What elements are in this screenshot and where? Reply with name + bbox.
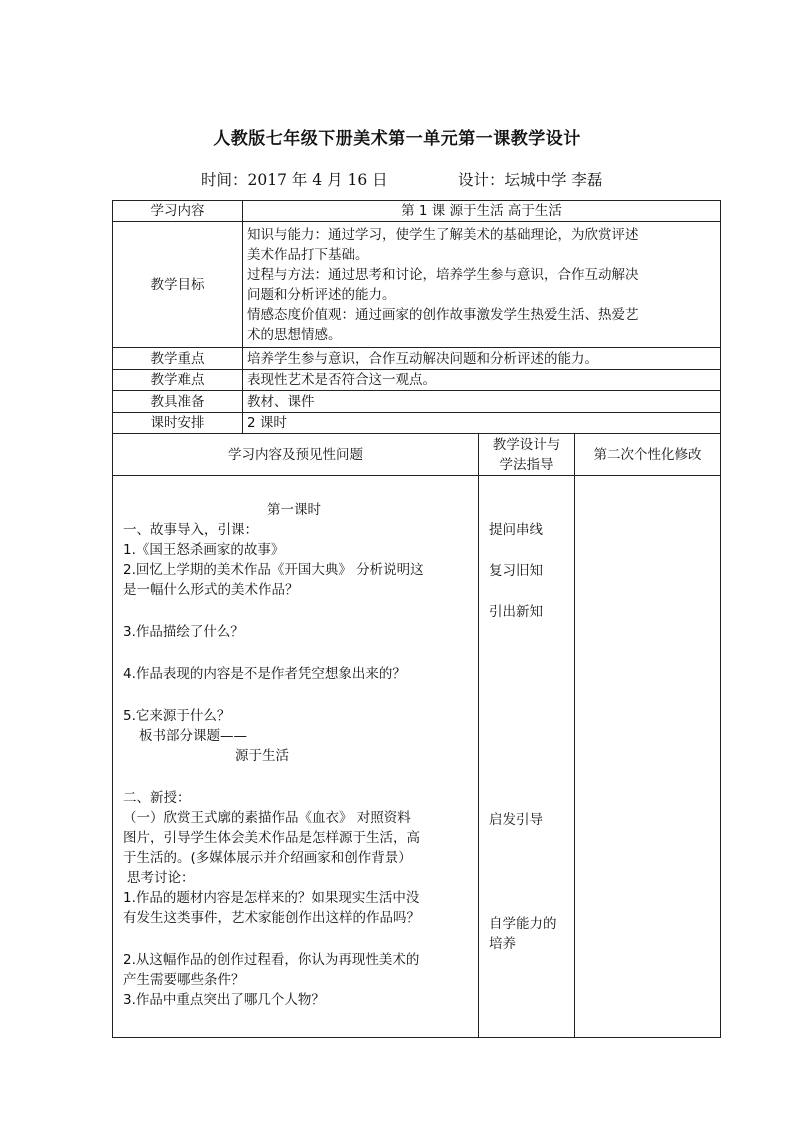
row-teaching-focus xyxy=(113,348,721,370)
lesson-line: 3.作品描绘了什么？ xyxy=(123,623,244,640)
row-teaching-objectives xyxy=(113,222,721,348)
label-teaching-difficulty: 教学难点 xyxy=(113,370,243,391)
objective-line: 问题和分析评述的能力。 xyxy=(247,286,396,303)
value-teaching-difficulty: 表现性艺术是否符合这一观点。 xyxy=(243,370,721,391)
lesson-line: 2.回忆上学期的美术作品《开国大典》 分析说明这 xyxy=(123,561,424,578)
label-teaching-aids: 教具准备 xyxy=(113,391,243,413)
date-line: 时间：2017 年 4 月 16 日 xyxy=(201,171,388,189)
objective-line: 美术作品打下基础。 xyxy=(247,246,369,263)
label-class-schedule: 课时安排 xyxy=(113,413,243,434)
lesson-line: 思考讨论： xyxy=(127,869,195,886)
row-section-headers xyxy=(113,434,721,476)
value-learning-content: 第 1 课 源于生活 高于生活 xyxy=(243,201,721,222)
header-content-questions: 学习内容及预见性问题 xyxy=(113,434,479,476)
row-teaching-difficulty xyxy=(113,370,721,391)
header-design-guidance-line2: 学法指导 xyxy=(499,456,554,473)
document-title: 人教版七年级下册美术第一单元第一课教学设计 xyxy=(213,129,581,149)
value-teaching-aids: 教材、课件 xyxy=(243,391,721,413)
lesson-line: 源于生活 xyxy=(235,747,289,764)
row-learning-content xyxy=(113,201,721,222)
guidance-note: 自学能力的 xyxy=(489,915,557,932)
lesson-line: 4.作品表现的内容是不是作者凭空想象出来的？ xyxy=(123,665,406,682)
lesson-line: 板书部分课题—— xyxy=(139,727,247,744)
lesson-period-title: 第一课时 xyxy=(267,501,321,518)
lesson-content-cell xyxy=(113,476,479,1038)
value-class-schedule: 2 课时 xyxy=(243,413,721,434)
designer-line: 设计：坛城中学 李磊 xyxy=(458,171,603,189)
revision-cell xyxy=(575,476,721,1038)
lesson-line: 图片，引导学生体会美术作品是怎样源于生活，高 xyxy=(123,829,420,846)
lesson-line: 产生需要哪些条件？ xyxy=(123,971,245,988)
lesson-line: 一、故事导入，引课： xyxy=(123,521,258,538)
lesson-line: 于生活的。(多媒体展示并介绍画家和创作背景） xyxy=(123,849,412,866)
guidance-note: 启发引导 xyxy=(489,811,543,828)
label-learning-content: 学习内容 xyxy=(113,201,243,222)
guidance-note: 引出新知 xyxy=(489,603,543,620)
guidance-note: 培养 xyxy=(489,935,516,952)
label-teaching-focus: 教学重点 xyxy=(113,348,243,370)
objective-line: 情感态度价值观：通过画家的创作故事激发学生热爱生活、热爱艺 xyxy=(247,306,639,323)
row-teaching-aids xyxy=(113,391,721,413)
lesson-line: 二、新授： xyxy=(123,789,191,806)
value-teaching-objectives xyxy=(243,222,721,348)
guidance-note: 提问串线 xyxy=(489,521,543,538)
objective-line: 过程与方法：通过思考和讨论，培养学生参与意识，合作互动解决 xyxy=(247,266,639,283)
objective-line: 术的思想情感。 xyxy=(247,326,342,343)
lesson-line: 是一幅什么形式的美术作品？ xyxy=(123,581,299,598)
guidance-note: 复习旧知 xyxy=(489,562,543,579)
lesson-line: 2.从这幅作品的创作过程看，你认为再现性美术的 xyxy=(123,951,420,968)
lesson-line: 有发生这类事件，艺术家能创作出这样的作品吗？ xyxy=(123,909,420,926)
lesson-line: （一）欣赏王式廓的素描作品《血衣》 对照资料 xyxy=(123,809,411,826)
header-second-revision: 第二次个性化修改 xyxy=(575,434,721,476)
lesson-plan-table xyxy=(112,200,721,1038)
header-design-guidance xyxy=(479,434,575,476)
value-teaching-focus: 培养学生参与意识，合作互动解决问题和分析评述的能力。 xyxy=(243,348,721,370)
header-design-guidance-line1: 教学设计与 xyxy=(492,436,561,453)
lesson-line: 5.它来源于什么？ xyxy=(123,707,231,724)
row-class-schedule xyxy=(113,413,721,434)
objective-line: 知识与能力：通过学习，使学生了解美术的基础理论，为欣赏评述 xyxy=(247,226,639,243)
lesson-line: 1.《国王怒杀画家的故事》 xyxy=(123,541,285,558)
guidance-cell xyxy=(479,476,575,1038)
lesson-line: 1.作品的题材内容是怎样来的？如果现实生活中没 xyxy=(123,889,420,906)
row-lesson-body xyxy=(113,476,721,1038)
label-teaching-objectives: 教学目标 xyxy=(113,222,243,348)
lesson-line: 3.作品中重点突出了哪几个人物？ xyxy=(123,991,325,1008)
